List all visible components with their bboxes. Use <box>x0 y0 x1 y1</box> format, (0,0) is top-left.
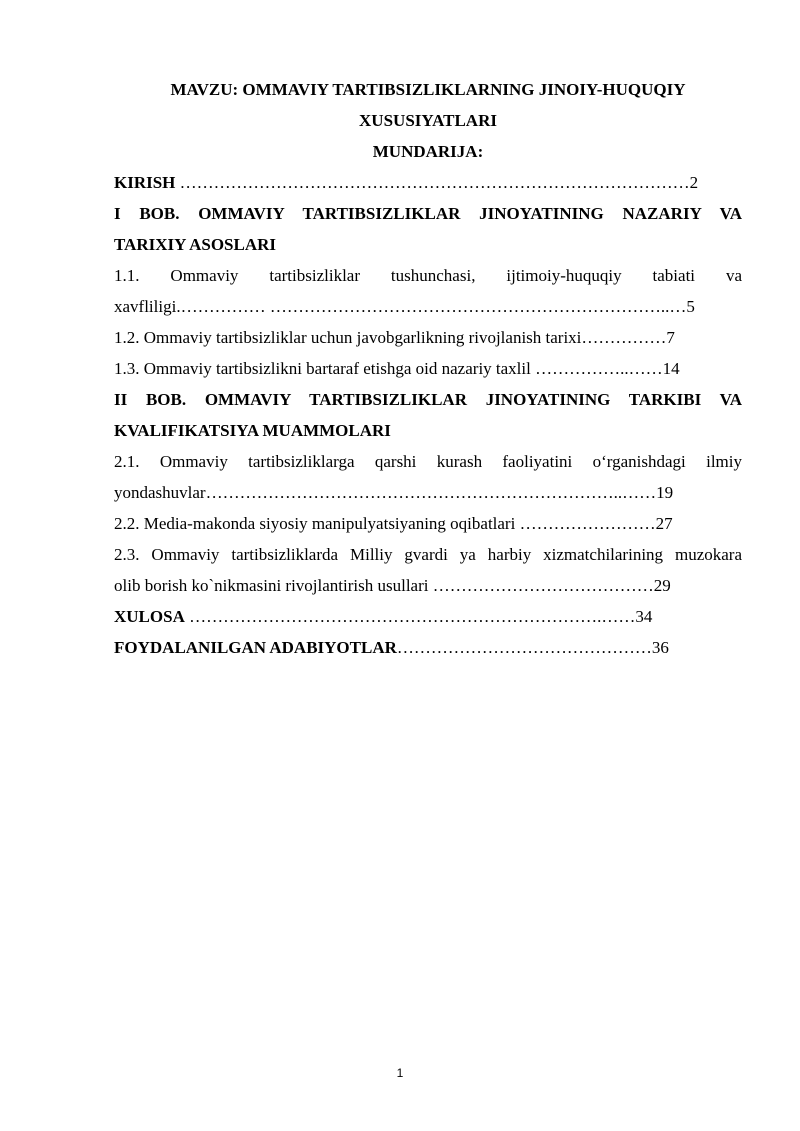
toc-conclusion-label: XULOSA <box>114 607 185 626</box>
toc-chapter-2-line-2: KVALIFIKATSIYA MUAMMOLARI <box>114 421 391 440</box>
toc-section-2-2: 2.2. Media-makonda siyosiy manipulyatsiyaning oqibatlari ……………………27 <box>114 514 673 533</box>
toc-references-label: FOYDALANILGAN ADABIYOTLAR <box>114 638 397 657</box>
toc-section-2-3-line-2: olib borish ko`nikmasini rivojlantirish usullari …………………………………29 <box>114 576 671 595</box>
toc-intro-leader: ……………………………………………………………………………… <box>175 173 690 192</box>
toc-intro-label: KIRISH <box>114 173 176 192</box>
toc-section-2-3-line-1: 2.3. Ommaviy tartibsizliklarda Milliy gvardi ya harbiy xizmatchilarining muzokara <box>114 545 742 564</box>
toc-section-1-1-line-1: 1.1. Ommaviy tartibsizliklar tushunchasi, ijtimoiy-huquqiy tabiati va <box>114 266 742 285</box>
toc-entry-references <box>114 632 742 663</box>
toc-section-1-1-line-2: xavfliligi.…………… ……………………………………………………………..…5 <box>114 297 695 316</box>
document-title-line-2: XUSUSIYATLARI <box>359 111 497 130</box>
document-page <box>114 74 742 663</box>
toc-section-2-1-line-1: 2.1. Ommaviy tartibsizliklarga qarshi kurash faoliyatini o‘rganishdagi ilmiy <box>114 452 742 471</box>
toc-chapter-1-line-1: I BOB. OMMAVIY TARTIBSIZLIKLAR JINOYATINING NAZARIY VA <box>114 204 742 223</box>
toc-section-1-2: 1.2. Ommaviy tartibsizliklar uchun javobgarlikning rivojlanish tarixi……………7 <box>114 328 675 347</box>
toc-entry-intro <box>114 167 742 198</box>
document-title-line-1: MAVZU: OMMAVIY TARTIBSIZLIKLARNING JINOIY-HUQUQIY <box>170 80 686 99</box>
toc-entry-conclusion <box>114 601 742 632</box>
toc-chapter-2-line-1: II BOB. OMMAVIY TARTIBSIZLIKLAR JINOYATINING TARKIBI VA <box>114 390 742 409</box>
page-number: 1 <box>396 1066 404 1080</box>
toc-chapter-1-line-2: TARIXIY ASOSLARI <box>114 235 277 254</box>
toc-section-1-3: 1.3. Ommaviy tartibsizlikni bartaraf etishga oid nazariy taxlil ……………..……14 <box>114 359 680 378</box>
toc-references-leader: ………………………………………36 <box>396 638 669 657</box>
toc-intro-page: 2 <box>689 173 699 192</box>
toc-conclusion-leader: ……………………………………………………………….……34 <box>184 607 653 626</box>
toc-section-2-1-line-2: yondashuvlar………………………………………………………………..……19 <box>114 483 674 502</box>
contents-heading: MUNDARIJA: <box>372 142 484 161</box>
